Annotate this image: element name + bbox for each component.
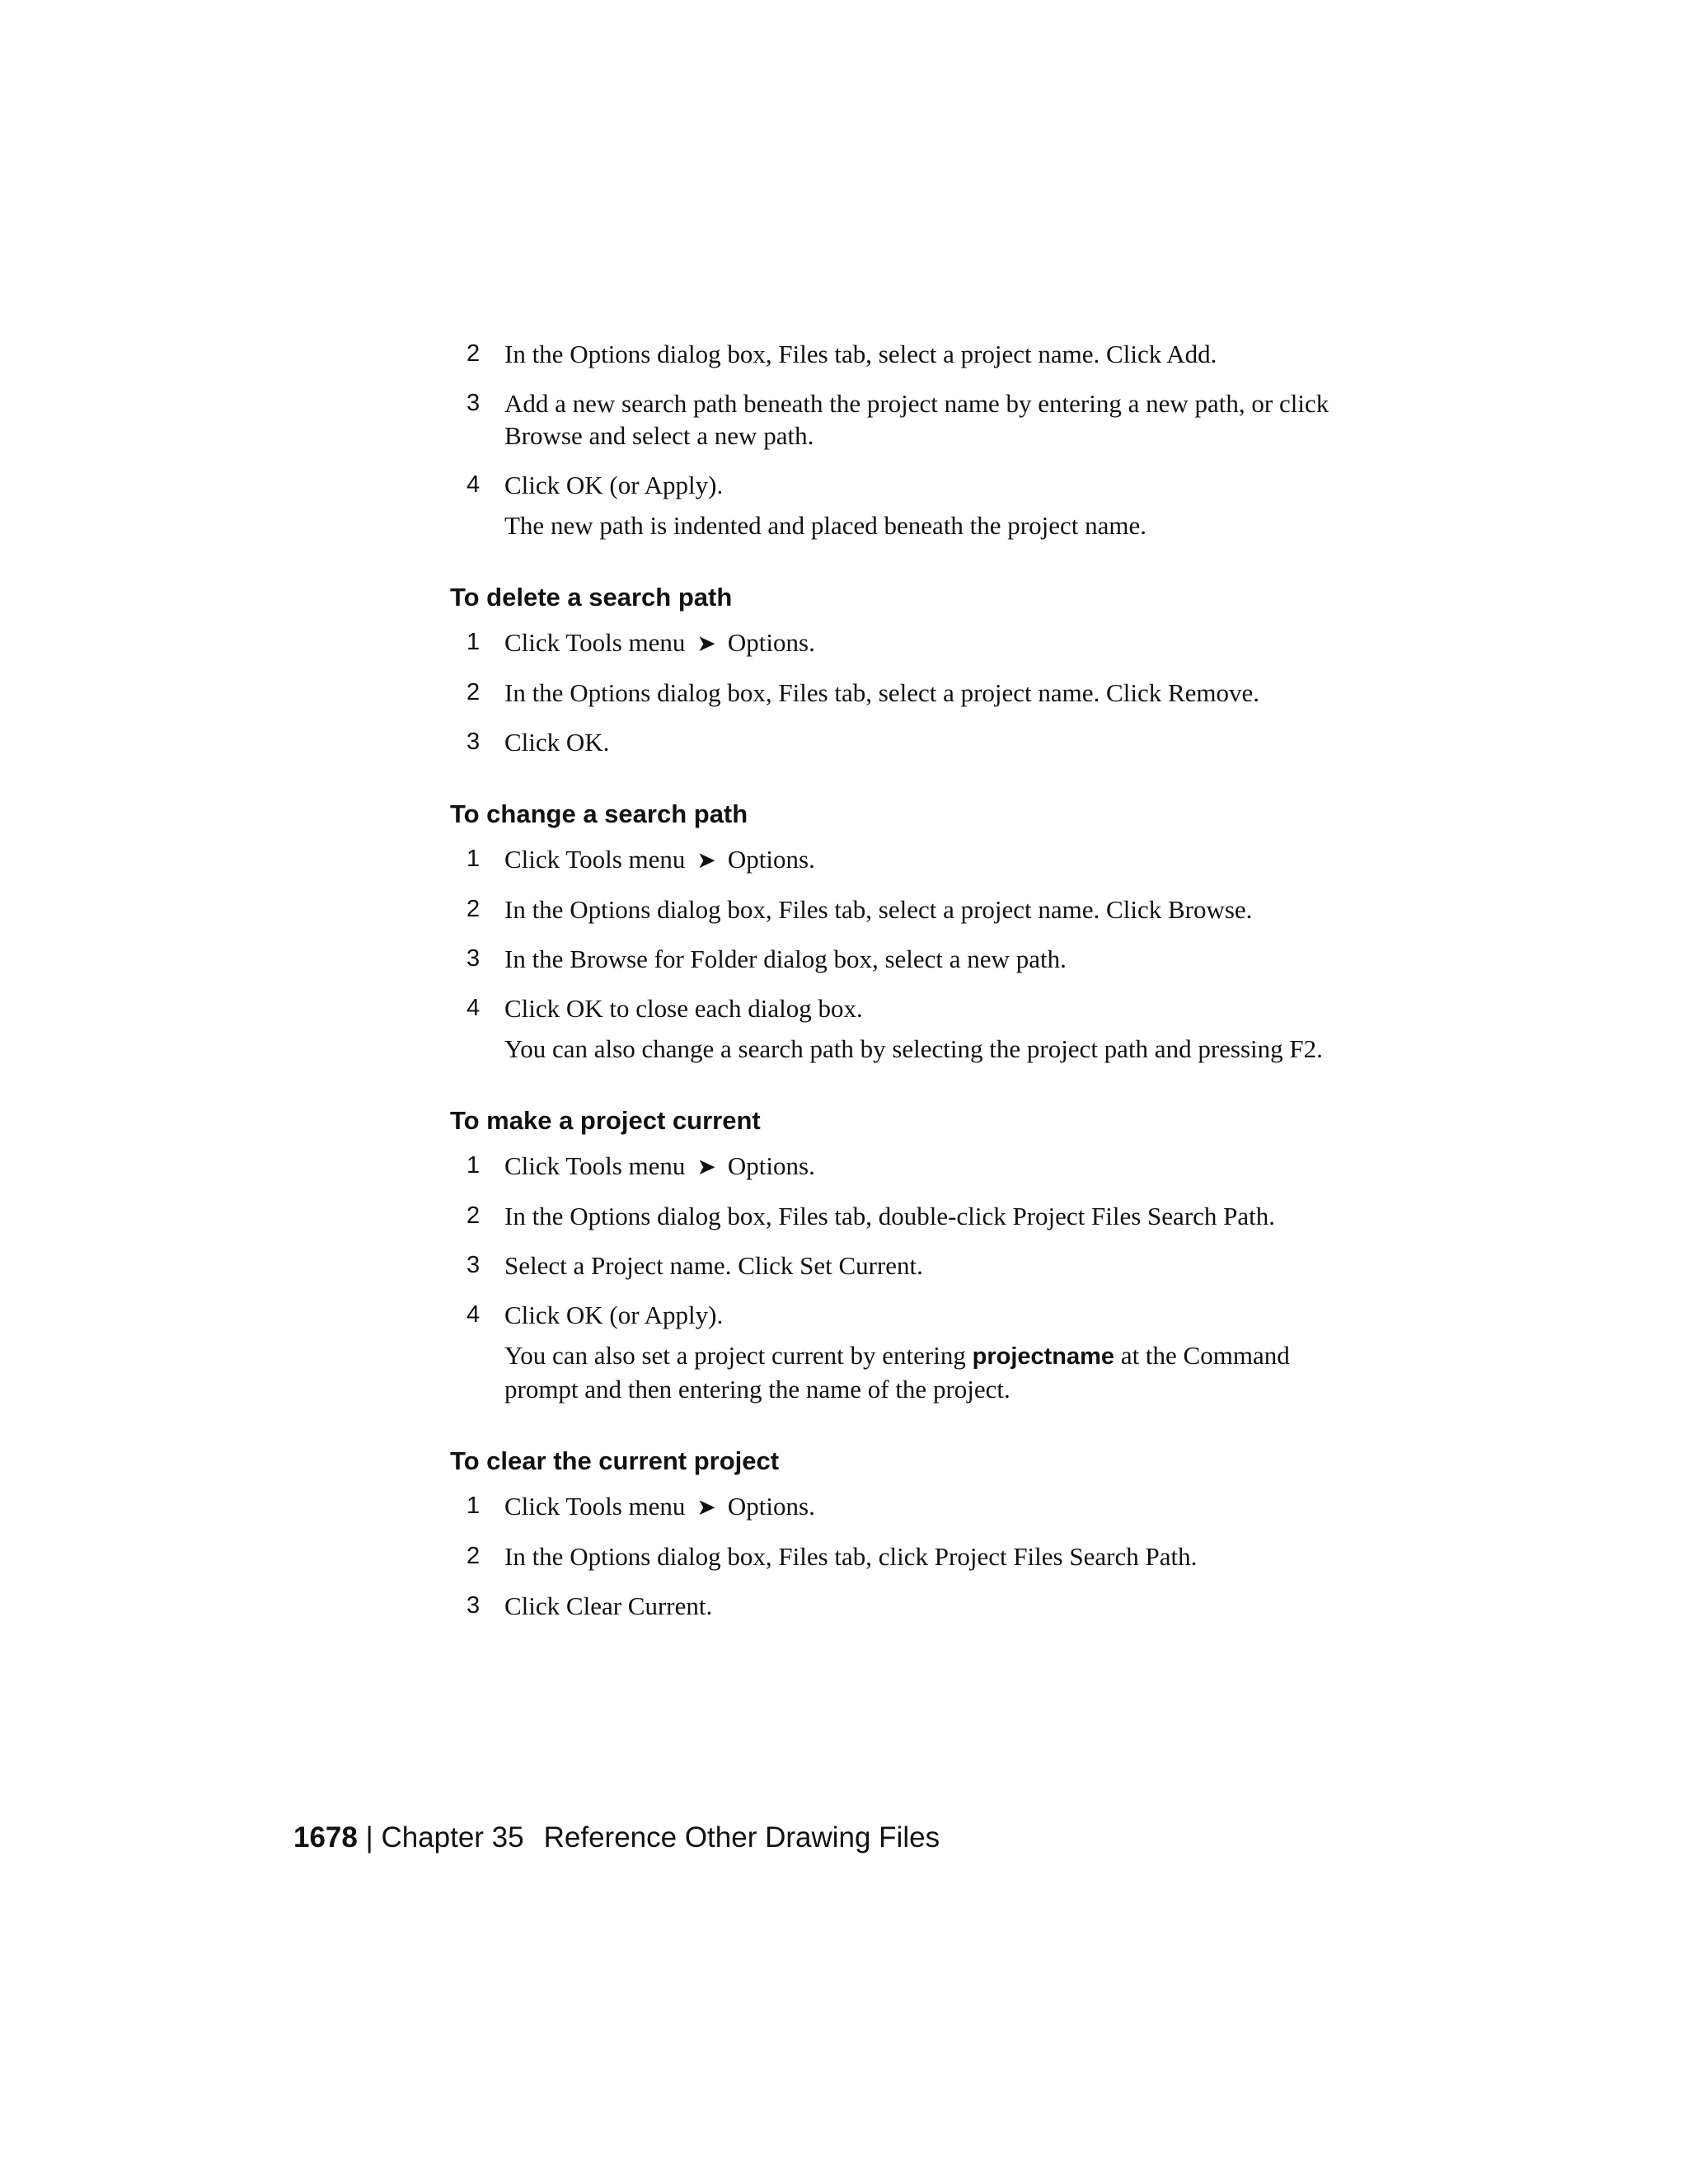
section-heading-clear: To clear the current project	[450, 1446, 780, 1475]
step-text: Options.	[727, 628, 815, 657]
step-number: 2	[467, 896, 481, 922]
menu-arrow-icon: ➤	[696, 846, 716, 874]
command-name: projectname	[972, 1343, 1115, 1370]
step-number: 4	[467, 1301, 481, 1328]
step-note: You can also change a search path by selecting the project path and pressing F2.	[504, 1034, 1323, 1063]
list-item	[450, 1540, 1348, 1572]
step-text: In the Options dialog box, Files tab, double-click Project Files Search Path.	[504, 1202, 1276, 1230]
step-text: Options.	[727, 1151, 815, 1180]
step-note	[504, 1339, 1348, 1405]
section-heading-delete: To delete a search path	[450, 583, 733, 612]
list-item	[450, 843, 1348, 876]
step-text: Click OK (or Apply).	[504, 1301, 724, 1329]
list-item	[450, 677, 1348, 709]
step-text: In the Options dialog box, Files tab, select a project name. Click Browse.	[504, 895, 1253, 924]
step-number: 2	[467, 1202, 481, 1229]
list-item	[450, 1490, 1348, 1523]
list-item	[450, 893, 1348, 926]
step-number: 3	[467, 1592, 481, 1619]
step-text: Select a Project name. Click Set Current.	[504, 1251, 923, 1280]
step-text: Add a new search path beneath the project name by entering a new path, or click Browse and select a new path.	[504, 389, 1329, 450]
step-text: In the Options dialog box, Files tab, click Project Files Search Path.	[504, 1542, 1198, 1571]
note-text: You can also set a project current by entering	[504, 1341, 966, 1370]
list-item	[450, 1150, 1348, 1183]
note-text: at the Command prompt and then entering the name of the project.	[504, 1341, 1290, 1404]
step-number: 3	[467, 1252, 481, 1278]
step-number: 2	[467, 679, 481, 705]
list-item	[450, 1590, 1348, 1622]
list-item	[450, 1200, 1348, 1232]
step-number: 2	[467, 340, 481, 367]
list-item	[450, 992, 1348, 1065]
step-text: Options.	[727, 845, 815, 874]
step-text: Options.	[727, 1492, 815, 1521]
list-item	[450, 626, 1348, 659]
step-note: The new path is indented and placed beneath the project name.	[504, 511, 1146, 540]
list-item	[450, 338, 1348, 370]
step-text: In the Options dialog box, Files tab, select a project name. Click Remove.	[504, 678, 1260, 707]
page-content	[450, 338, 1348, 1639]
step-text: Click Tools menu	[504, 1492, 686, 1521]
step-number: 3	[467, 729, 481, 755]
list-item	[450, 1249, 1348, 1282]
step-text: Click Tools menu	[504, 1151, 686, 1180]
page-footer	[293, 1820, 940, 1856]
menu-arrow-icon: ➤	[696, 1493, 716, 1521]
step-number: 1	[467, 1152, 481, 1179]
step-text: In the Browse for Folder dialog box, select a new path.	[504, 944, 1067, 973]
step-text: Click OK to close each dialog box.	[504, 994, 863, 1023]
step-text: Click Clear Current.	[504, 1591, 713, 1620]
step-number: 3	[467, 390, 481, 416]
step-text: Click Tools menu	[504, 845, 686, 874]
step-number: 4	[467, 995, 481, 1021]
section-heading-change: To change a search path	[450, 799, 748, 828]
step-text: Click Tools menu	[504, 628, 686, 657]
step-text: In the Options dialog box, Files tab, select a project name. Click Add.	[504, 340, 1217, 368]
step-text: Click OK (or Apply).	[504, 471, 724, 499]
step-number: 4	[467, 471, 481, 498]
list-item	[450, 1299, 1348, 1405]
list-item	[450, 943, 1348, 975]
step-number: 1	[467, 846, 481, 872]
step-number: 1	[467, 629, 481, 655]
section-heading-make-current: To make a project current	[450, 1106, 761, 1135]
step-number: 3	[467, 945, 481, 972]
list-item	[450, 387, 1348, 452]
menu-arrow-icon: ➤	[696, 1153, 716, 1180]
step-number: 1	[467, 1493, 481, 1519]
chapter-label: Chapter 35	[381, 1821, 524, 1854]
menu-arrow-icon: ➤	[696, 630, 716, 657]
page-number: 1678	[293, 1821, 358, 1854]
chapter-title: Reference Other Drawing Files	[543, 1821, 940, 1854]
footer-separator: |	[365, 1821, 373, 1854]
step-number: 2	[467, 1543, 481, 1569]
list-item	[450, 469, 1348, 541]
list-item	[450, 726, 1348, 758]
step-text: Click OK.	[504, 728, 610, 757]
